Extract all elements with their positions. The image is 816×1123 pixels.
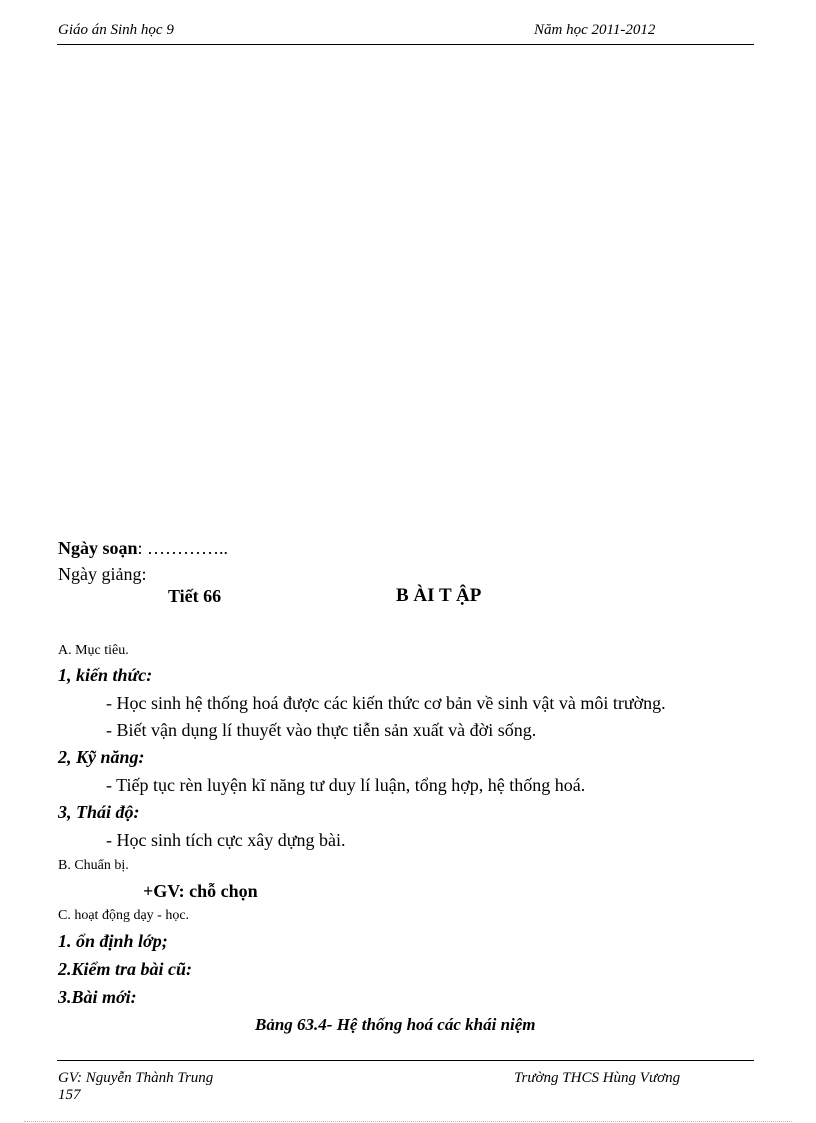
footer-school: Trường THCS Hùng Vương (514, 1070, 681, 1086)
footer-teacher: GV: Nguyễn Thành Trung (58, 1070, 214, 1086)
new-lesson-heading: 3.Bài mới: (58, 987, 137, 1007)
skills-heading: 2, Kỹ năng: (58, 747, 145, 767)
teacher-prep-line: +GV: chỗ chọn (143, 881, 258, 901)
header-school-year: Năm học 2011-2012 (534, 22, 656, 38)
section-b-title: B. Chuẩn bị. (58, 858, 129, 873)
date-prepared (58, 538, 228, 559)
date-prepared-label: Ngày soạn (58, 538, 138, 558)
footer-rule (57, 1060, 754, 1061)
attitude-line-1: - Học sinh tích cực xây dựng bài. (106, 830, 346, 850)
table-caption: Bảng 63.4- Hệ thống hoá các khái niệm (255, 1015, 536, 1034)
header-subject: Giáo án Sinh học 9 (58, 22, 174, 38)
section-c-title: C. hoạt động dạy - học. (58, 908, 190, 923)
class-organization-heading: 1. ổn định lớp; (58, 931, 168, 951)
lesson-title: B ÀI T ẬP (396, 585, 482, 606)
period-number: Tiết 66 (168, 586, 222, 606)
section-a-title: A. Mục tiêu. (58, 643, 129, 658)
date-prepared-value: : ………….. (137, 538, 229, 558)
footer-page-number: 157 (58, 1087, 81, 1103)
knowledge-line-2: - Biết vận dụng lí thuyết vào thực tiễn sản xuất và đời sống. (106, 720, 537, 740)
header-rule (57, 44, 754, 45)
old-lesson-check-heading: 2.Kiểm tra bài cũ: (58, 959, 192, 979)
knowledge-line-1: - Học sinh hệ thống hoá được các kiến thức cơ bản về sinh vật và môi trường. (106, 693, 666, 713)
skills-line-1: - Tiếp tục rèn luyện kĩ năng tư duy lí luận, tổng hợp, hệ thống hoá. (106, 775, 586, 795)
attitude-heading: 3, Thái độ: (58, 802, 140, 822)
date-taught-label: Ngày giảng: (58, 564, 147, 584)
knowledge-heading: 1, kiến thức: (58, 665, 153, 685)
page-edge-divider (24, 1121, 792, 1122)
